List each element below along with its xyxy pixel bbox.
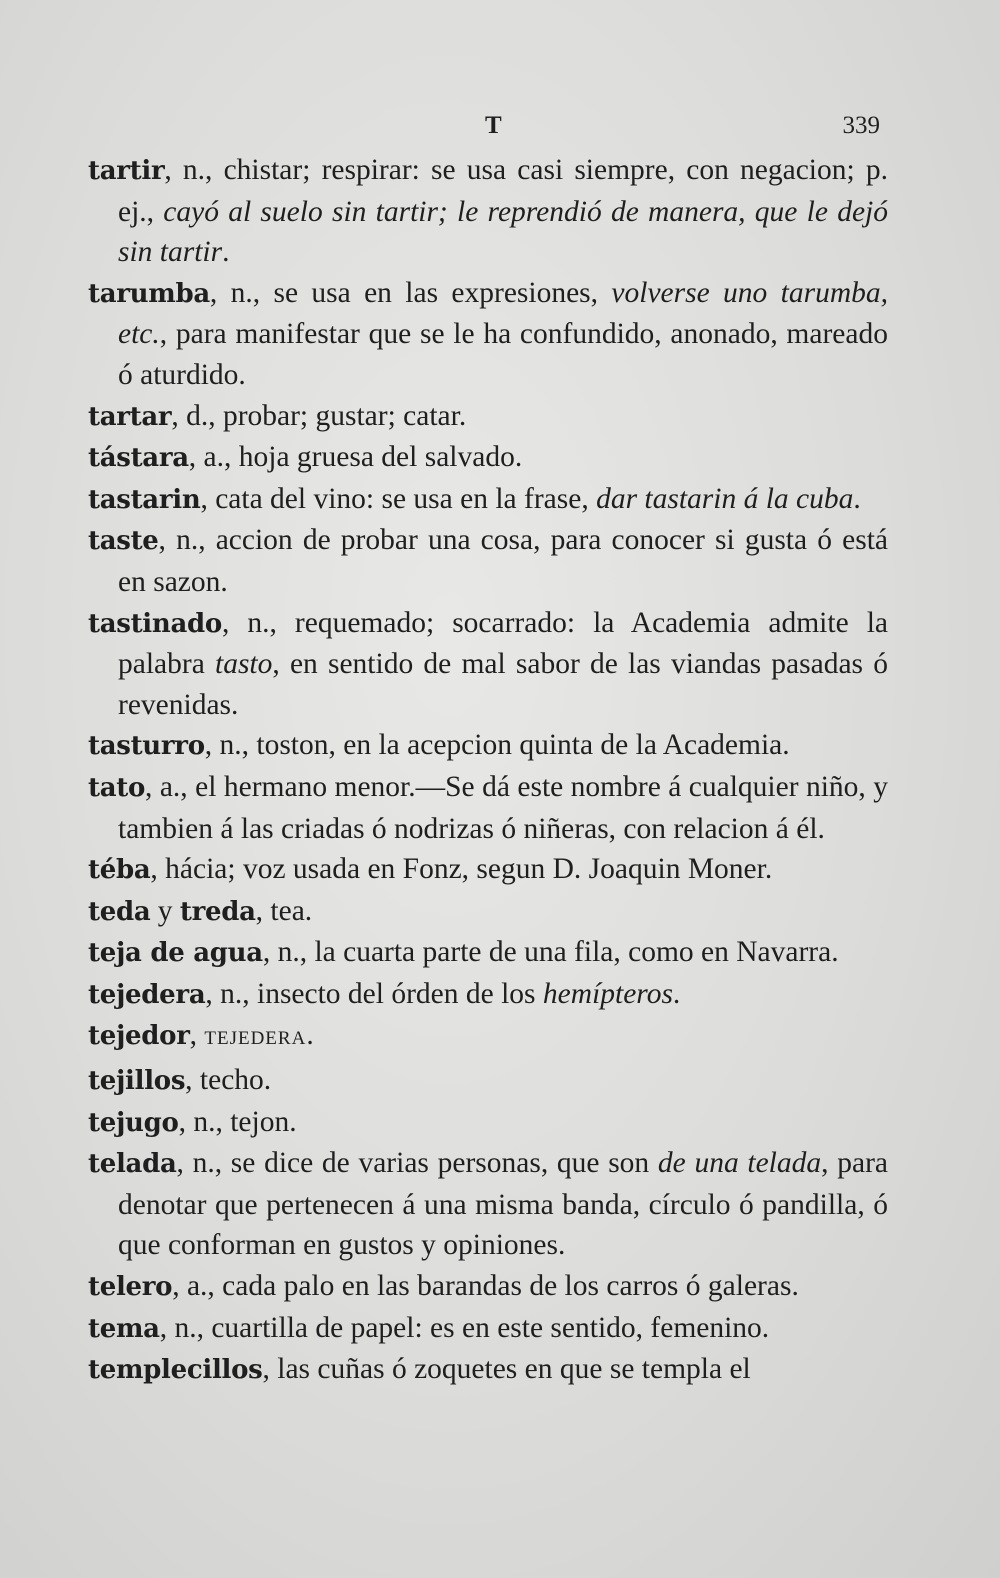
entry-text: , a., hoja gruesa del salvado. [188,441,523,474]
entry-text: , n., se usa en las expresiones, [209,276,612,309]
entry-text: , n., se dice de varias personas, que son [176,1147,658,1180]
example-phrase: dar tastarin á la cuba [596,482,854,515]
entry-text: , n., insecto del órden de los [205,977,543,1010]
entry-text: , hácia; voz usada en Fonz, segun D. Joaquin Moner. [150,853,773,886]
headword: tejillos [88,1066,186,1097]
headword: telada [88,1149,177,1180]
dictionary-entry [88,974,888,1016]
headword: tastarin [88,484,201,515]
dictionary-entry [88,273,888,396]
entry-text: , n., cuartilla de papel: es en este sentido, femenino. [159,1311,770,1344]
dictionary-entry [88,520,888,602]
dictionary-entry [88,891,888,933]
entry-text: , n., chistar; respirar: se usa casi siempre, con negacion; p. ej., [118,154,888,228]
headword: téba [88,855,151,886]
dictionary-entry [88,1266,888,1308]
entry-text: , n., accion de probar una cosa, para conocer si gusta ó está en sazon. [118,524,888,598]
headword: templecillos [88,1355,263,1386]
page-header [90,112,880,148]
cross-reference: TEJEDERA [204,1028,307,1050]
entry-text: , n., la cuarta parte de una fila, como en Navarra. [262,936,839,969]
dictionary-entry [88,603,888,726]
entry-text: . [853,482,861,515]
entry-text: , a., cada palo en las barandas de los carros ó galeras. [172,1270,799,1303]
dictionary-entry [88,1143,888,1266]
headword: teja de agua [88,938,263,969]
entry-text: , n., requemado; socarrado: la Academia admite la palabra [118,606,888,681]
entry-text: , las cuñas ó zoquetes en que se templa el [262,1353,751,1386]
dictionary-entry [88,437,888,479]
headword: tarumba [88,278,210,309]
headword: telero [88,1272,173,1303]
dictionary-entry [88,849,888,891]
dictionary-entry [88,1060,888,1102]
headword: tema [88,1313,160,1344]
entry-text: . [222,236,230,269]
dictionary-entry [88,479,888,521]
dictionary-entry [88,1102,888,1144]
entry-text: , cata del vino: se usa en la frase, [200,482,597,515]
dictionary-entry [88,1015,888,1060]
dictionary-entry [88,150,888,273]
dictionary-entry [88,396,888,438]
headword: teda [88,896,151,927]
entry-text: , [189,1019,205,1052]
page-number: 339 [842,112,880,139]
entry-text: , a., el hermano menor.—Se dá este nombre á cualquier niño, y tambien á las criadas ó nodrizas ó niñeras, con relacion á él. [118,770,888,845]
dictionary-entry [88,1349,888,1391]
dictionary-entry [88,725,888,767]
dictionary-entry [88,932,888,974]
entry-text: . [306,1019,314,1052]
entry-text: , en sentido de mal sabor de las viandas pasadas ó revenidas. [118,648,888,721]
entry-text: . [672,977,681,1010]
entry-text: , n., tejon. [178,1105,297,1138]
example-phrase: de una telada [657,1147,822,1180]
example-phrase: volverse uno tarumba, etc. [118,276,888,351]
entry-text: , para manifestar que se le ha confundido, anonado, mareado ó aturdido. [118,318,888,391]
entry-text: , tea. [255,894,313,927]
headword: tartir [88,156,165,186]
headword: tastinado [88,608,222,639]
example-phrase: cayó al suelo sin tartir; le reprendió de manera, que le dejó sin tartir [118,195,888,269]
headword: taste [88,526,159,557]
headword: tástara [88,443,189,474]
running-head: T [485,112,502,139]
headword: tejugo [88,1107,179,1138]
dictionary-entries [88,150,888,1391]
headword-variant: treda [179,896,256,927]
headword: tato [88,772,146,803]
entry-text: , n., toston, en la acepcion quinta de la Academia. [204,729,790,762]
entry-text: y [150,894,180,927]
headword: tejedera [88,979,206,1010]
headword: tartar [88,401,172,432]
headword: tasturro [88,731,205,762]
dictionary-entry [88,767,888,849]
entry-text: , d., probar; gustar; catar. [171,399,467,432]
entry-text: , para denotar que pertenecen á una misma banda, círculo ó pandilla, ó que conforman en gustos y opiniones. [118,1147,888,1262]
entry-text: , techo. [185,1064,272,1097]
dictionary-entry [88,1308,888,1350]
example-phrase: hemípteros [542,977,673,1010]
example-phrase: tasto [215,648,273,681]
headword: tejedor [88,1021,190,1052]
